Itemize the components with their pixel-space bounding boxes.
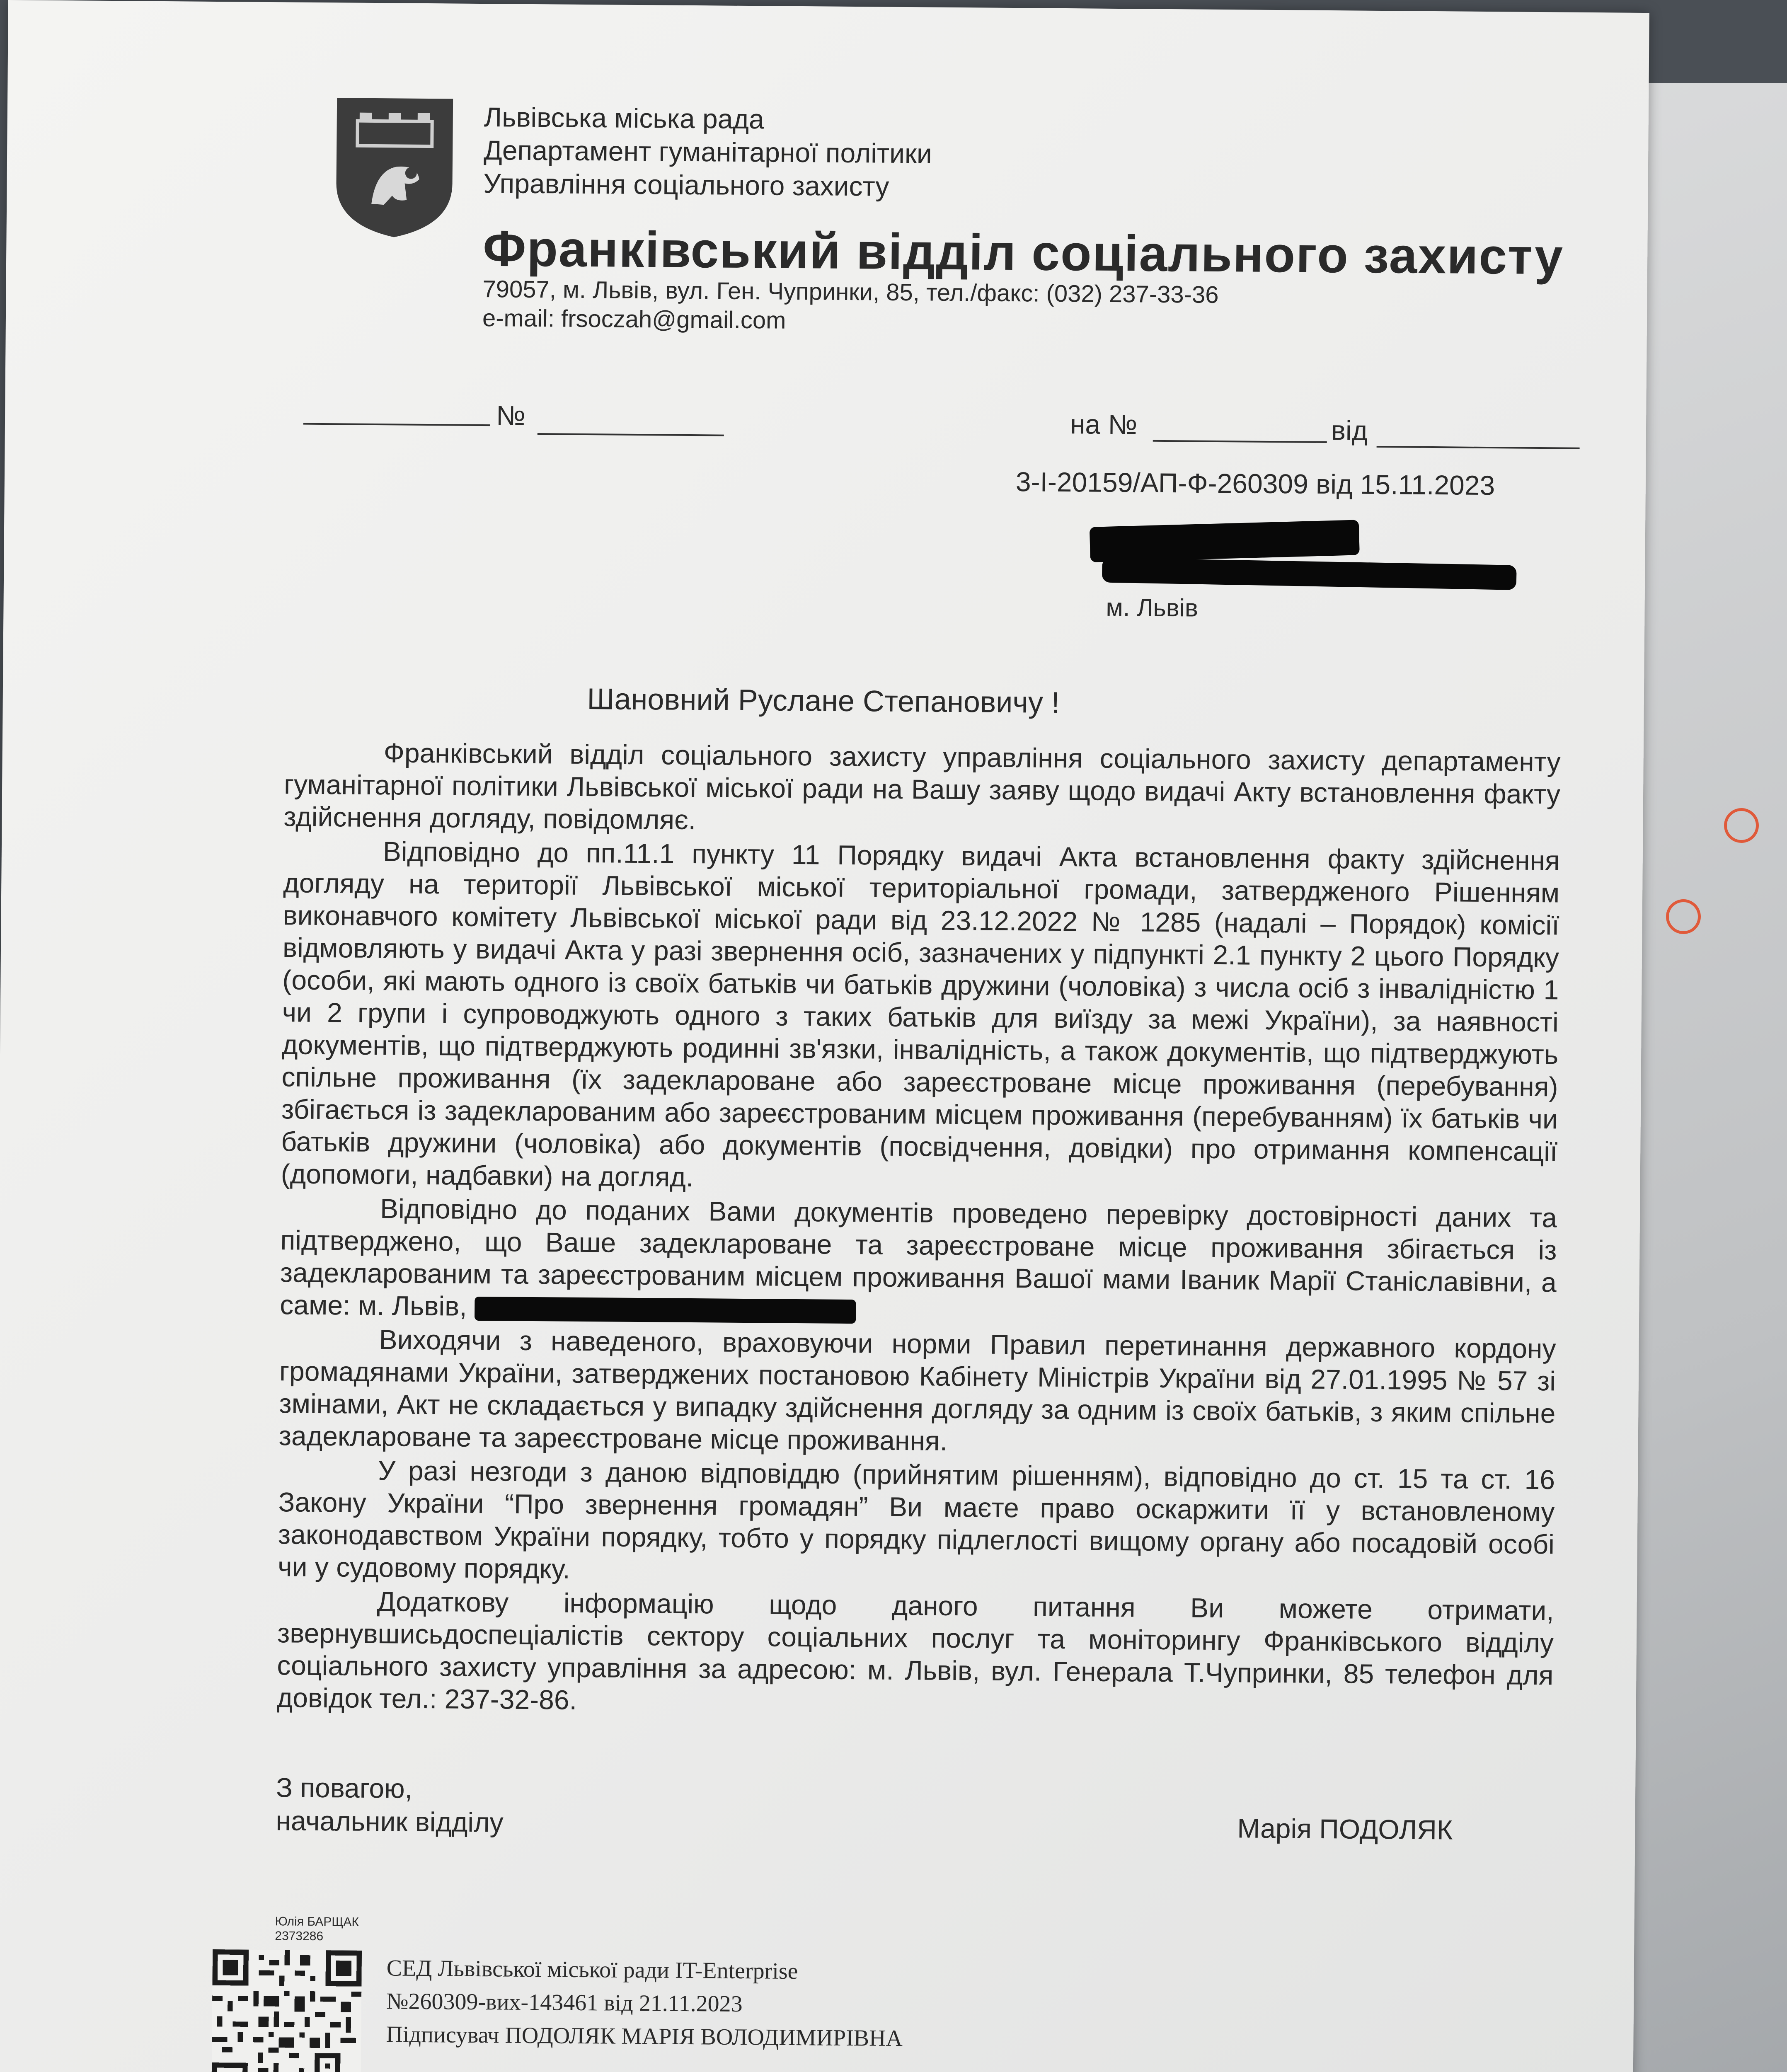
header-department: Департамент гуманітарної політики — [483, 135, 932, 169]
header-email: e-mail: frsoczah@gmail.com — [482, 305, 786, 334]
body-paragraph: У разі незгоди з даною відповіддю (прийнятим рішенням), відповідно до ст. 15 та ст. 16 Закону України “Про звернення громадян” Ви маєте право оскаржити її у встановленому законодавством України порядку, тобто у порядку підлеглості вищому органу або посадовій особі чи у судовому порядку. — [278, 1455, 1555, 1584]
background-circle-mark — [1666, 899, 1701, 934]
background-circle-mark — [1724, 808, 1759, 843]
body-paragraph: Додаткову інформацію щодо даного питання Ви можете отримати, звернувшисьдоспеціалістів сектору соціальних послуг та моніторингу Франківського відділу соціального захисту управління за адресою: м. Львів, вул. Генерала Т.Чупринки, 85 телефон для довідок тел.: 237-32-86. — [276, 1586, 1554, 1715]
sed-system: СЕД Львівської міської ради IT-Enterprise — [386, 1955, 798, 1985]
on-number-label: на № — [1070, 409, 1138, 440]
qr-code-icon — [211, 1949, 362, 2072]
number-label: № — [496, 400, 526, 431]
body-paragraph: Відповідно до поданих Вами документів проведено перевірку достовірності даних та підтверджено, що Ваше задеклароване та зареєстроване місце проживання збігається із задекларованим та зареєстрованим місцем проживання Вашої мами Іваник Марії Станіславівни, а саме: м. Львів, — [280, 1191, 1557, 1331]
reference-number: 3-І-20159/АП-Ф-260309 від 15.11.2023 — [1015, 466, 1495, 501]
executor-name: Юлія БАРЩАК — [275, 1915, 359, 1929]
closing-position: начальник відділу — [276, 1805, 504, 1838]
sed-number: №260309-вих-143461 від 21.11.2023 — [386, 1988, 743, 2017]
letter-body — [277, 736, 1561, 1723]
body-paragraph: Франківський відділ соціального захисту управління соціального захисту департаменту гуманітарної політики Львівської міської ради на Вашу заяву щодо видачі Акту встановлення факту здійснення догляду, повідомляє. — [283, 737, 1561, 835]
header-title: Франківський відділ соціального захисту — [482, 220, 1564, 285]
body-paragraph: Виходячи з наведеного, враховуючи норми Правил перетинання державного кордону громадянами України, затверджених постановою Кабінету Міністрів України від 27.01.1995 № 57 зі змінами, Акт не складається у випадку здійснення догляду за одним із своїх батьків, з яким спільне задеклароване та зареєстроване місце проживання. — [278, 1324, 1556, 1456]
salutation: Шановний Руслане Степановичу ! — [587, 683, 1060, 719]
header-council: Львівська міська рада — [484, 102, 765, 135]
outgoing-date-line — [303, 423, 490, 426]
redaction-bar — [1090, 520, 1360, 562]
header-address: 79057, м. Львів, вул. Ген. Чупринки, 85, тел./факс: (032) 237-33-36 — [482, 276, 1219, 308]
outgoing-number-line — [538, 433, 724, 436]
incoming-date-line — [1377, 446, 1580, 449]
sed-signer: Підписувач ПОДОЛЯК МАРІЯ ВОЛОДИМИРІВНА — [386, 2021, 903, 2052]
body-paragraph: Відповідно до пп.11.1 пункту 11 Порядку видачі Акта встановлення факту здійснення догляду на території Львівської міської територіальної громади, затвердженого Рішенням виконавчого комітету Львівської міської ради від 23.12.2022 № 1285 (надалі – Порядок) комісії відмовляють у видачі Акта у разі звернення осіб, зазначених у підпункті 2.1 пункту 2 цього Порядку (особи, які мають одного із своїх батьків чи батьків дружини (чоловіка) з числа осіб з інвалідністю 1 чи 2 групи і супроводжують одного з таких батьків для виїзду за межі України), за наявності документів, що підтверджують родинні зв'язки, інвалідність, а також документів, що підтверджують спільне проживання (їх задеклароване або зареєстроване місце проживання (перебування) збігається із задекларованим або зареєстрованим місцем проживання (перебуванням) їх батьків чи батьків дружини (чоловіка) або документів (посвідчення, довідки) про отримання компенсації (допомоги, надбавки) на догляд. — [281, 836, 1560, 1193]
closing-regards: З повагою, — [276, 1772, 413, 1804]
recipient-city: м. Львів — [1106, 593, 1199, 622]
header-directorate: Управління соціального захисту — [483, 168, 889, 202]
lviv-coat-of-arms-icon — [334, 96, 455, 240]
executor-id: 2373286 — [275, 1929, 324, 1944]
redaction-bar — [1102, 558, 1517, 590]
signer-name: Марія ПОДОЛЯК — [1237, 1813, 1453, 1845]
from-label: від — [1331, 415, 1368, 446]
incoming-number-line — [1153, 440, 1327, 443]
redaction-bar — [475, 1296, 856, 1323]
